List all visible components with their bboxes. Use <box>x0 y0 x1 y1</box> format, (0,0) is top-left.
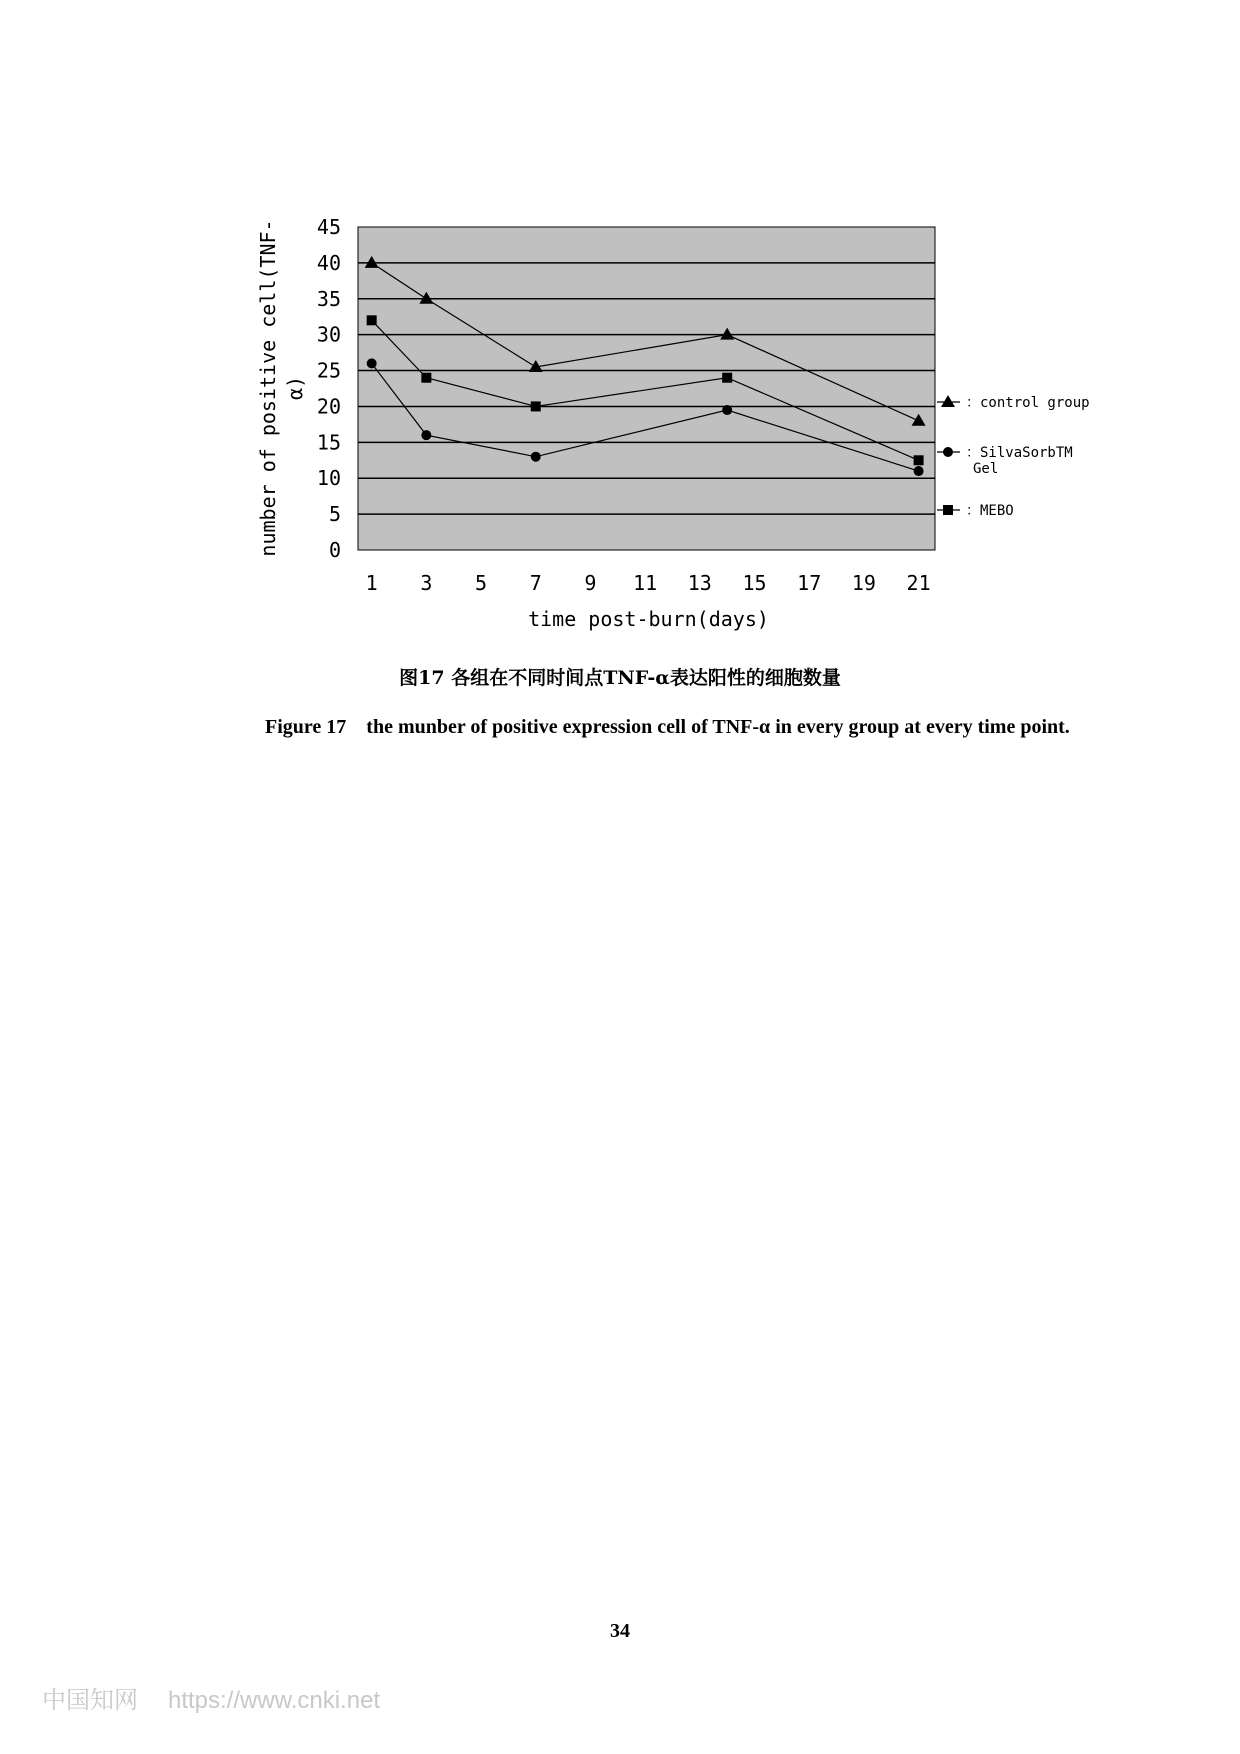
legend-label <box>966 445 1073 477</box>
watermark <box>42 1680 380 1715</box>
data-point <box>722 373 732 383</box>
legend-marker <box>943 447 953 457</box>
x-tick-label: 19 <box>851 571 876 595</box>
x-tick-label: 9 <box>584 571 597 595</box>
x-axis-label: time post-burn(days) <box>528 607 769 631</box>
y-tick-label: 0 <box>328 538 341 562</box>
watermark-url: https://www.cnki.net <box>168 1687 381 1714</box>
y-tick-label: 45 <box>316 215 341 239</box>
figure-caption-number: Figure 17 <box>265 716 347 738</box>
legend-label: ：MEBO <box>966 503 1014 519</box>
legend <box>937 395 1090 519</box>
figure-caption-chinese: 图17 各组在不同时间点TNF-α表达阳性的细胞数量 <box>399 667 841 689</box>
data-point <box>914 466 924 476</box>
legend-marker <box>943 505 953 515</box>
x-tick-label: 3 <box>420 571 433 595</box>
figure-caption-english <box>265 703 1125 752</box>
watermark-brand: 中国知网 <box>42 1687 138 1714</box>
y-tick-label: 10 <box>316 466 341 491</box>
data-point <box>367 358 377 368</box>
page-number: 34 <box>610 1620 630 1642</box>
legend-label: ：control group <box>966 395 1090 411</box>
legend-label-line: ：SilvaSorbTM <box>966 445 1073 461</box>
x-tick-label: 11 <box>633 571 658 595</box>
data-point <box>722 405 732 415</box>
figure-caption-text: the munber of positive expression cell of TNF-α in every group at every time point. <box>366 716 1070 738</box>
legend-item <box>937 445 1073 477</box>
y-tick-label: 30 <box>316 322 341 347</box>
y-axis-label <box>256 219 307 556</box>
data-point <box>367 315 377 325</box>
x-tick-label: 5 <box>475 571 488 595</box>
x-tick-label: 1 <box>365 571 378 595</box>
data-point <box>914 455 924 465</box>
data-point <box>421 430 431 440</box>
legend-item <box>937 395 1090 411</box>
data-point <box>531 452 541 462</box>
x-tick-label: 21 <box>906 571 931 595</box>
x-tick-label: 7 <box>529 571 542 595</box>
legend-marker <box>941 395 955 407</box>
x-tick-label: 15 <box>742 571 767 595</box>
tnf-alpha-line-chart <box>0 0 1240 640</box>
legend-item <box>937 503 1014 519</box>
legend-label-line: Gel <box>973 461 999 477</box>
y-tick-label: 35 <box>316 286 341 311</box>
y-tick-label: 5 <box>328 502 341 527</box>
y-tick-label: 25 <box>316 358 341 383</box>
y-axis-label-line: number of positive cell(TNF- <box>256 219 280 557</box>
data-point <box>531 401 541 411</box>
y-tick-label: 40 <box>316 250 341 275</box>
plot-area <box>358 227 935 550</box>
y-tick-label: 15 <box>316 430 341 455</box>
y-tick-label: 20 <box>316 394 341 419</box>
x-tick-label: 17 <box>797 571 822 595</box>
data-point <box>421 373 431 383</box>
y-axis-label-line: α) <box>283 375 307 401</box>
x-tick-label: 13 <box>687 571 712 595</box>
